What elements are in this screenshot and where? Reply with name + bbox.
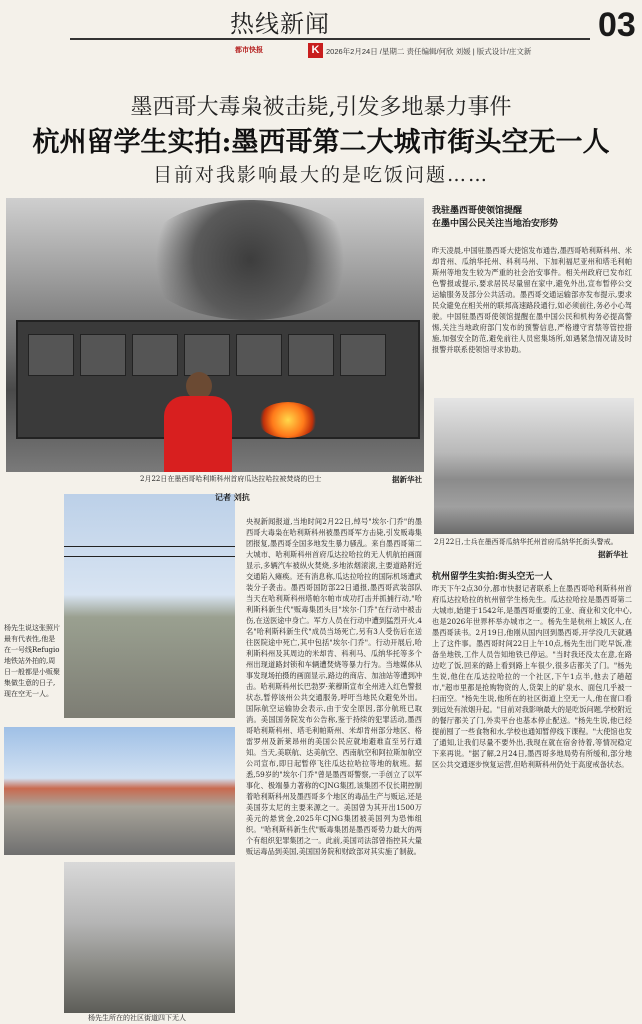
street-photo-caption: 杨先生说这张照片最有代表性,他是在一号线Refugio地铁站外拍的,周日一般都是小贩聚集做生意的日子,现在空无一人。 <box>4 624 60 698</box>
fire-flames <box>258 402 318 438</box>
section-title: 热线新闻 <box>230 10 330 38</box>
article-body-main: 央视新闻报道,当地时间2月22日,绰号"埃尔·门乔"的墨西哥大毒枭在哈利斯科州被墨西哥军方击毙,引发贩毒集团报复,墨西哥全国多地发生暴力骚乱。来自墨西哥第二大城市、哈利斯科州首府瓜达拉哈拉的无人机航拍画面显示,多辆汽车被纵火焚烧,多地浓烟滚滚,主要道路附近交通陷入瘫痪。还有消息称,瓜达拉哈拉的国际机场遭武装分子袭击。墨西哥国防部22日通报,墨西哥武装部队当天在哈利斯科州塔帕尔帕市成功打击并抓捕行动,"哈利斯科新生代"贩毒集团头目"埃尔·门乔"在行动中被击伤,在送医途中身亡。军方人员在行动中遭到猛烈开火,4名"哈利斯科新生代"成员当场死亡,另有3人受伤后在送往医院途中死亡,其中包括"埃尔·门乔"。行动开展后,哈利斯科州及其周边的米却肯、科利马、瓜纳华托等多个州出现道路封锁和车辆遭焚烧等暴力行为。当地媒体从事发现场拍摄的画面显示,路边的商店、加油站等遭到冲击。哈利斯科州长巴勃罗·莱穆斯宣布全州进入红色警报状态,暂停该州公共交通服务,呼吁当地民众避免外出。国际航空运输协会表示,由于安全原因,部分航班已取消。美国国务院发布公告称,鉴于持续的犯罪活动,墨西哥哈利斯科州、塔毛利帕斯州、米却肯州部分地区、格雷罗州及新莱昂州的美国公民应就地避难直至另行通知。当天,美联航、达美航空、西南航空和阿拉斯加航空公司宣布,即日起暂停飞往瓜达拉哈拉等地的航班。据悉,59岁的"埃尔·门乔"曾是墨西哥警察,一手创立了以军事化、极端暴力著称的CJNG集团,该集团不仅长期控制着哈利斯科州及墨西哥多个地区的毒品生产与贩运,还是美国芬太尼的主要来源之一。美国曾为其开出1500万美元的悬赏金,2025年CJNG集团被美国列为恐怖组织。"哈利斯科新生代"贩毒集团是墨西哥势力最大的两个有组织犯罪集团之一。此前,美国司法部曾指控其大量贩运毒品到美国,美国国务院和财政部对其实施了制裁。 <box>246 517 422 856</box>
soldier-photo-caption: 2月22日,士兵在墨西哥瓜纳华托州首府瓜纳华托街头警戒。 <box>434 538 618 546</box>
subheadline: 目前对我影响最大的是吃饭问题…… <box>152 164 489 186</box>
main-headline: 杭州留学生实拍:墨西哥第二大城市街头空无一人 <box>32 127 610 158</box>
page-number: 03 <box>598 6 636 44</box>
smoke-plume <box>140 200 360 320</box>
person-red-shirt <box>158 372 238 472</box>
k-logo-icon: K <box>308 43 323 58</box>
soldier-photo-credit: 据新华社 <box>598 550 628 559</box>
student-section-title: 杭州留学生实拍:街头空无一人 <box>432 572 553 582</box>
embassy-box-body: 昨天凌晨,中国驻墨西哥大使馆发布通告,墨西哥哈利斯科州、米却肯州、瓜纳华托州、科利马州、下加利福尼亚州和塔毛利帕斯州等地发生较为严重的社会治安事件。相关州政府已发布红色警报或提示,要求居民尽量留在家中,避免外出,宣布暂停公交运输服务及部分公共活动。墨西哥交通运输部亦发布提示,要求民众避免在相关州的联邦高速路段通行,如必须前往,务必小心驾驶。中国驻墨西哥使领馆提醒在墨中国公民和机构务必提高警惕,关注当地政府部门发布的预警信息,严格遵守宵禁等管控措施,加强安全防范,避免前往人员密集场所,如遇紧急情况请及时报警并联系使领馆寻求协助。 <box>432 246 632 354</box>
neighborhood-photo-caption: 杨先生所在的社区街道四下无人 <box>88 1014 186 1022</box>
newspaper-logo: 都市快报 <box>235 47 263 54</box>
street-photo-refugio <box>64 494 235 718</box>
student-section-body: 昨天下午2点30分,都市快报记者联系上在墨西哥哈利斯科州首府瓜达拉哈拉的杭州留学生杨先生。瓜达拉哈拉是墨西哥第二大城市,始建于1542年,是墨西哥重要的工业、商业和文化中心,也是2026年世界杯举办城市之一。杨先生是杭州上城区人,在墨西哥读书。2月19日,他刚从国内回到墨西哥,开学没几天就遇上了这件事。墨西哥时间22日上午10点,杨先生出门吃早饭,准备坐地铁,工作人员告知地铁已停运。"当时我还没太在意,在路边吃了饭,回来的路上看到路上车很少,很多店都关了门。"杨先生说,他住在瓜达拉哈拉的一个社区,下午1点半,他去了趟超市,"超市里都是抢购物资的人,货架上的矿泉水、面包几乎被一扫而空。"杨先生说,他所在的社区街道上空无一人,他在窗口看到远处有浓烟升起。"目前对我影响最大的是吃饭问题,学校附近的餐厅都关了门,外卖平台也基本停止配送。"杨先生说,他已经提前囤了一些食物和水,学校也通知暂停线下课程。"大使馆也发了通知,让我们尽量不要外出,我现在就在宿舍待着,等情况稳定下来再说。"据了解,2月24日,墨西哥多地局势有所缓和,部分地区公共交通逐步恢复运营,但哈利斯科州仍处于高度戒备状态。 <box>432 584 632 769</box>
street-photo-empty-avenue <box>4 727 235 855</box>
header-rule <box>70 38 590 40</box>
embassy-box-title: 我驻墨西哥使领馆提醒 在墨中国公民关注当地治安形势 <box>432 206 559 229</box>
bus-photo-credit: 据新华社 <box>392 475 422 484</box>
street-photo-neighborhood <box>64 862 235 1013</box>
author-byline: 记者 刘抗 <box>215 492 250 502</box>
soldier-photo <box>434 398 634 534</box>
kicker-headline: 墨西哥大毒枭被击毙,引发多地暴力事件 <box>130 95 512 120</box>
date-line: 2026年2月24日 /星期二 责任编辑/何欣 刘媛 | 版式设计/庄文新 <box>326 47 532 56</box>
bus-photo-caption: 2月22日在墨西哥哈利斯科州首府瓜达拉哈拉被焚烧的巴士 <box>140 475 322 483</box>
